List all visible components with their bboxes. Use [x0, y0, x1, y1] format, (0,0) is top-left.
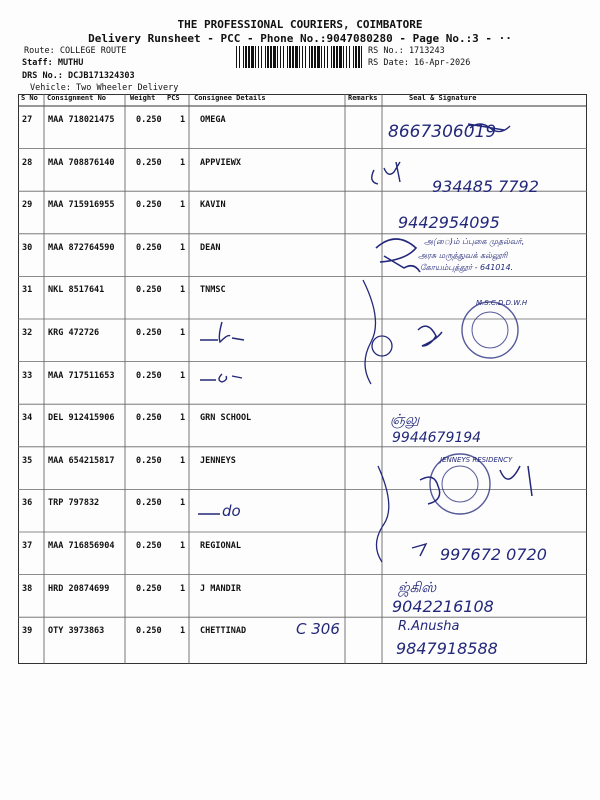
cell-sno: 32 — [22, 328, 33, 338]
barcode-bar — [258, 46, 259, 68]
barcode-bar — [295, 46, 298, 68]
cell-pcs: 1 — [180, 498, 186, 509]
barcode-bar — [331, 46, 332, 68]
cell-consignee: KAVIN — [200, 200, 226, 211]
barcode-bar — [299, 46, 300, 68]
rs-number: RS No.: 1713243 — [368, 46, 445, 56]
table-row — [18, 447, 587, 489]
cell-consignment: DEL 912415906 — [48, 413, 115, 424]
cell-sno: 37 — [22, 541, 33, 551]
barcode-bar — [343, 46, 344, 68]
cell-sno: 27 — [22, 115, 33, 125]
cell-consignment: TRP 797832 — [48, 498, 100, 509]
barcode-bar — [333, 46, 335, 68]
cell-consignee: J MANDIR — [200, 583, 241, 594]
barcode-bar — [311, 46, 313, 68]
column-header-sno: S No — [21, 94, 38, 102]
barcode-bar — [270, 46, 272, 68]
cell-pcs: 1 — [180, 285, 186, 296]
barcode-bar — [314, 46, 316, 68]
column-header-pcs: PCS — [167, 94, 180, 102]
cell-pcs: 1 — [180, 413, 186, 424]
cell-consignee: OMEGA — [200, 115, 226, 125]
cell-consignment: MAA 715916955 — [48, 200, 115, 211]
cell-pcs: 1 — [180, 626, 186, 637]
barcode-bar — [243, 46, 244, 68]
cell-consignee: APPVIEWX — [200, 157, 241, 168]
cell-weight: 0.250 — [136, 242, 162, 253]
barcode-bar — [265, 46, 266, 68]
barcode-bar — [324, 46, 325, 68]
cell-consignment: MAA 708876140 — [48, 157, 115, 168]
barcode-bar — [236, 46, 237, 68]
table-row — [18, 106, 587, 148]
barcode-bar — [361, 46, 362, 68]
table-row — [18, 489, 587, 531]
staff-label: Staff: MUTHU — [22, 58, 84, 68]
barcode-bar — [317, 46, 320, 68]
cell-pcs: 1 — [180, 328, 186, 338]
cell-consignment: OTY 3973863 — [48, 626, 105, 637]
cell-consignee: DEAN — [200, 242, 221, 253]
official-stamp: JENNEYS RESIDENCY — [440, 456, 513, 464]
barcode-bar — [321, 46, 322, 68]
cell-pcs: 1 — [180, 157, 186, 168]
cell-pcs: 1 — [180, 583, 186, 594]
barcode-bar — [302, 46, 303, 68]
cell-weight: 0.250 — [136, 370, 162, 381]
cell-consignee: CHETTINAD — [200, 626, 247, 637]
table-row — [18, 319, 587, 361]
column-header-remarks: Remarks — [348, 94, 378, 102]
cell-weight: 0.250 — [136, 115, 162, 125]
barcode-bar — [336, 46, 338, 68]
official-stamp: கோயம்புத்தூர் - 641014. — [420, 263, 514, 272]
barcode-bar — [355, 46, 357, 68]
handwritten-phone: 934485 7792 — [432, 177, 539, 196]
cell-consignment: MAA 717511653 — [48, 370, 115, 381]
handwritten-phone: 9042216108 — [392, 597, 494, 616]
cell-weight: 0.250 — [136, 455, 162, 466]
barcode-bar — [277, 46, 278, 68]
cell-pcs: 1 — [180, 242, 186, 253]
cell-sno: 33 — [22, 370, 33, 381]
cell-sno: 30 — [22, 242, 33, 253]
barcode-bar — [287, 46, 288, 68]
rs-date: RS Date: 16-Apr-2026 — [368, 58, 471, 68]
cell-weight: 0.250 — [136, 541, 162, 551]
cell-weight: 0.250 — [136, 498, 162, 509]
cell-weight: 0.250 — [136, 285, 162, 296]
cell-sno: 29 — [22, 200, 33, 211]
signature-mark: ஜ்கிஸ் — [398, 580, 437, 596]
barcode-bar — [248, 46, 250, 68]
table-row — [18, 191, 587, 233]
official-stamp: அ(ை)ம் ப்புகை முதல்வர், — [424, 237, 525, 246]
document-subtitle: Delivery Runsheet - PCC - Phone No.:9047080280 - Page No.:3 - ·· — [88, 32, 512, 45]
barcode-image — [236, 46, 362, 68]
cell-pcs: 1 — [180, 370, 186, 381]
cell-sno: 39 — [22, 626, 33, 637]
barcode-bar — [349, 46, 350, 68]
handwritten-phone: 8667306019 — [388, 122, 497, 142]
cell-consignee: REGIONAL — [200, 541, 241, 551]
handwritten-phone: 9442954095 — [398, 213, 500, 232]
route-label: Route: COLLEGE ROUTE — [24, 46, 127, 56]
table-row — [18, 575, 587, 617]
barcode-bar — [245, 46, 247, 68]
barcode-bar — [251, 46, 254, 68]
column-header-consignee: Consignee Details — [194, 94, 266, 102]
barcode-bar — [283, 46, 284, 68]
barcode-bar — [353, 46, 354, 68]
cell-sno: 34 — [22, 413, 33, 424]
cell-weight: 0.250 — [136, 413, 162, 424]
barcode-bar — [309, 46, 310, 68]
barcode-bar — [267, 46, 269, 68]
barcode-bar — [327, 46, 328, 68]
cell-pcs: 1 — [180, 200, 186, 211]
handwritten-phone: 997672 0720 — [440, 545, 547, 564]
cell-weight: 0.250 — [136, 328, 162, 338]
cell-weight: 0.250 — [136, 626, 162, 637]
cell-sno: 38 — [22, 583, 33, 594]
cell-weight: 0.250 — [136, 583, 162, 594]
table-row — [18, 404, 587, 446]
barcode-bar — [292, 46, 294, 68]
cell-sno: 28 — [22, 157, 33, 168]
barcode-bar — [261, 46, 262, 68]
drs-number: DRS No.: DCJB171324303 — [22, 71, 135, 81]
cell-sno: 36 — [22, 498, 33, 509]
official-stamp: அரசு மருத்துவக் கல்லூரி — [418, 251, 508, 260]
cell-weight: 0.250 — [136, 157, 162, 168]
table-row — [18, 532, 587, 574]
cell-pcs: 1 — [180, 115, 186, 125]
document-title: THE PROFESSIONAL COURIERS, COIMBATORE — [177, 18, 423, 31]
cell-sno: 35 — [22, 455, 33, 466]
handwritten-phone: 9944679194 — [392, 430, 482, 446]
signature-mark: ஞ்லு — [390, 412, 420, 428]
handwritten-phone: 9847918588 — [396, 639, 498, 658]
table-row — [18, 362, 587, 404]
cell-pcs: 1 — [180, 541, 186, 551]
cell-consignee: JENNEYS — [200, 455, 236, 466]
barcode-bar — [280, 46, 281, 68]
cell-consignment: MAA 872764590 — [48, 242, 115, 253]
barcode-bar — [305, 46, 306, 68]
barcode-bar — [339, 46, 342, 68]
column-header-signature: Seal & Signature — [409, 94, 477, 102]
cell-consignment: NKL 8517641 — [48, 285, 105, 296]
cell-weight: 0.250 — [136, 200, 162, 211]
barcode-bar — [289, 46, 291, 68]
table-row — [18, 276, 587, 318]
cell-consignment: MAA 716856904 — [48, 541, 115, 551]
signature-mark: R.Anusha — [398, 619, 460, 634]
column-header-weight: Weight — [130, 94, 156, 102]
official-stamp: M.S.C.D.D.W.H — [476, 299, 528, 307]
vehicle-label: Vehicle: Two Wheeler Delivery — [30, 83, 179, 93]
table-row — [18, 234, 587, 276]
table-row — [18, 617, 587, 659]
handwritten-remark: C 306 — [296, 620, 340, 638]
cell-consignment: MAA 654215817 — [48, 455, 115, 466]
barcode-bar — [255, 46, 256, 68]
cell-consignee: TNMSC — [200, 285, 226, 296]
column-header-consignment: Consignment No — [47, 94, 107, 102]
cell-pcs: 1 — [180, 455, 186, 466]
cell-consignment: HRD 20874699 — [48, 583, 110, 594]
handwritten-ditto: do — [222, 502, 241, 520]
cell-sno: 31 — [22, 285, 33, 296]
barcode-bar — [346, 46, 347, 68]
cell-consignment: MAA 718021475 — [48, 115, 115, 125]
cell-consignee: GRN SCHOOL — [200, 413, 252, 424]
barcode-bar — [358, 46, 360, 68]
barcode-bar — [239, 46, 240, 68]
cell-consignment: KRG 472726 — [48, 328, 100, 338]
barcode-bar — [273, 46, 276, 68]
table-row — [18, 149, 587, 191]
